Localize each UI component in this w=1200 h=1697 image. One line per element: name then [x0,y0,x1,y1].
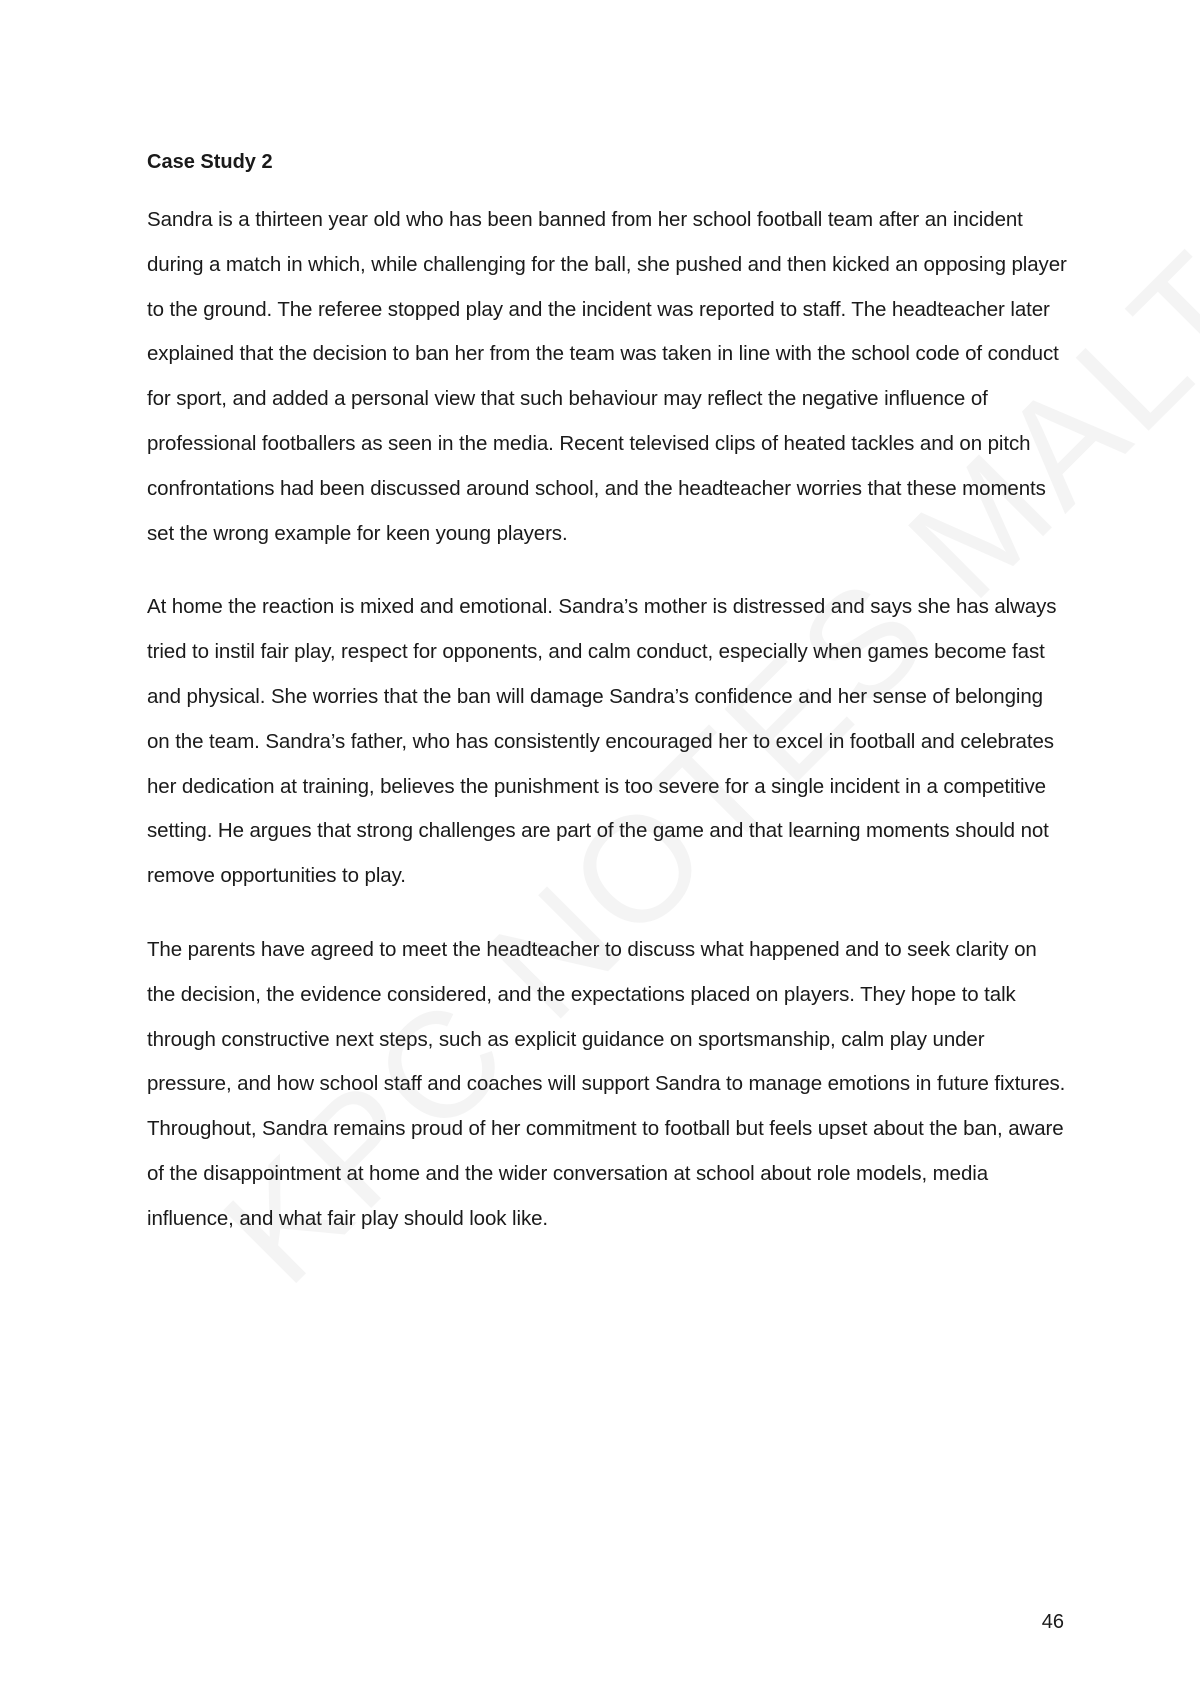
page-number: 46 [1041,1611,1064,1633]
paragraph-parents-meeting: The parents have agreed to meet the headteacher to discuss what happened and to seek clarity on the decision, the evidence considered, and the expectations placed on players. They hope to talk through constructive next steps, such as explicit guidance on sportsmanship, calm play under pressure, and how school staff and coaches will support Sandra to manage emotions in future fixtures. Throughout, Sandra remains proud of her commitment to football but feels upset about the ban, aware of the disappointment at home and the wider conversation at school about role models, media influence, and what fair play should look like. [147,937,1066,1230]
case-study-body [147,148,1067,1271]
case-study-heading: Case Study 2 [147,151,273,173]
paragraph-incident: Sandra is a thirteen year old who has been banned from her school football team after an incident during a match in which, while challenging for the ball, she pushed and then kicked an opposing player to the ground. The referee stopped play and the incident was reported to staff. The headteacher later explained that the decision to ban her from the team was taken in line with the school code of conduct for sport, and added a personal view that such behaviour may reflect the negative influence of professional footballers as seen in the media. Recent televised clips of heated tackles and on pitch confrontations had been discussed around school, and the headteacher worries that these moments set the wrong example for keen young players. [147,208,1067,545]
paragraph-home-reaction: At home the reaction is mixed and emotional. Sandra’s mother is distressed and says she has always tried to instil fair play, respect for opponents, and calm conduct, especially when games become fast and physical. She worries that the ban will damage Sandra’s confidence and her sense of belonging on the team. Sandra’s father, who has consistently encouraged her to excel in football and celebrates her dedication at training, believes the punishment is too severe for a single incident in a competitive setting. He argues that strong challenges are part of the game and that learning moments should not remove opportunities to play. [147,595,1057,888]
